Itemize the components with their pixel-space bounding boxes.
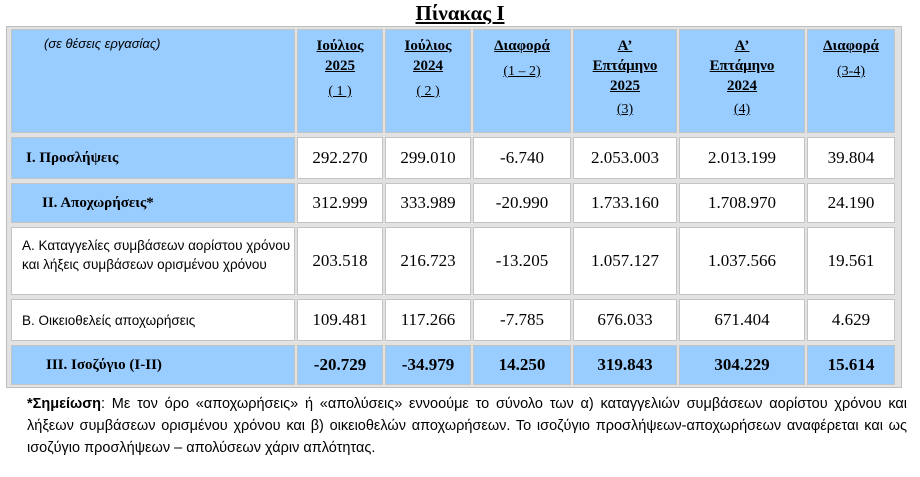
table-cell: 19.561 <box>807 227 895 295</box>
col-header-7m-2025: Α’ Επτάμηνο 2025 (3) <box>573 29 677 133</box>
table-cell: 671.404 <box>679 299 805 341</box>
row-label-departures: ΙΙ. Αποχωρήσεις* <box>11 183 295 223</box>
table-cell: 319.843 <box>573 345 677 385</box>
row-label-voluntary: Β. Οικειοθελείς αποχωρήσεις <box>11 299 295 341</box>
row-label-hirings: Ι. Προσλήψεις <box>11 137 295 179</box>
footnote-label: *Σημείωση <box>27 396 102 412</box>
footnote <box>27 393 907 459</box>
table-cell: 676.033 <box>573 299 677 341</box>
table-cell: -7.785 <box>473 299 571 341</box>
table-cell: 109.481 <box>297 299 383 341</box>
table-cell: 203.518 <box>297 227 383 295</box>
footnote-text: : Με τον όρο «αποχωρήσεις» ή «απολύσεις» εννοούμε το σύνολο των α) καταγγελιών συμβάσεων αορίστου χρόνου και λήξεων συμβάσεων ορισμένου χρόνου και β) οικειοθελών αποχωρήσεων. Το ισοζύγιο προσλήψεων-αποχωρήσεων αναφέρεται και ως ισοζύγιο προσλήψεων – απολύσεων χάριν απλότητας. <box>27 396 907 456</box>
table-cell: -20.990 <box>473 183 571 223</box>
table-cell: 24.190 <box>807 183 895 223</box>
table-cell: 216.723 <box>385 227 471 295</box>
row-label-balance: ΙΙΙ. Ισοζύγιο (Ι-ΙΙ) <box>11 345 295 385</box>
col-header-july-2024: Ιούλιος 2024 ( 2 ) <box>385 29 471 133</box>
table-cell: 4.629 <box>807 299 895 341</box>
data-table <box>6 26 902 388</box>
table-cell: 117.266 <box>385 299 471 341</box>
row-label-dismissals: Α. Καταγγελίες συμβάσεων αορίστου χρόνου και λήξεις συμβάσεων ορισμένου χρόνου <box>11 227 295 295</box>
table-cell: -6.740 <box>473 137 571 179</box>
table-title: Πίνακας Ι <box>415 1 505 25</box>
table-cell: -34.979 <box>385 345 471 385</box>
table-cell: 312.999 <box>297 183 383 223</box>
table-cell: 304.229 <box>679 345 805 385</box>
table-cell: -20.729 <box>297 345 383 385</box>
unit-label: (σε θέσεις εργασίας) <box>11 29 295 133</box>
table-cell: 299.010 <box>385 137 471 179</box>
col-header-july-2025: Ιούλιος 2025 ( 1 ) <box>297 29 383 133</box>
table-cell: 1.057.127 <box>573 227 677 295</box>
table-cell: 14.250 <box>473 345 571 385</box>
table-cell: 292.270 <box>297 137 383 179</box>
table-cell: 2.053.003 <box>573 137 677 179</box>
col-header-diff-1-2: Διαφορά (1 – 2) <box>473 29 571 133</box>
table-cell: 1.708.970 <box>679 183 805 223</box>
table-cell: 15.614 <box>807 345 895 385</box>
table-cell: 2.013.199 <box>679 137 805 179</box>
table-cell: 1.733.160 <box>573 183 677 223</box>
col-header-7m-2024: Α’ Επτάμηνο 2024 (4) <box>679 29 805 133</box>
table-cell: 333.989 <box>385 183 471 223</box>
table-cell: 39.804 <box>807 137 895 179</box>
col-header-diff-3-4: Διαφορά (3-4) <box>807 29 895 133</box>
table-cell: 1.037.566 <box>679 227 805 295</box>
table-cell: -13.205 <box>473 227 571 295</box>
